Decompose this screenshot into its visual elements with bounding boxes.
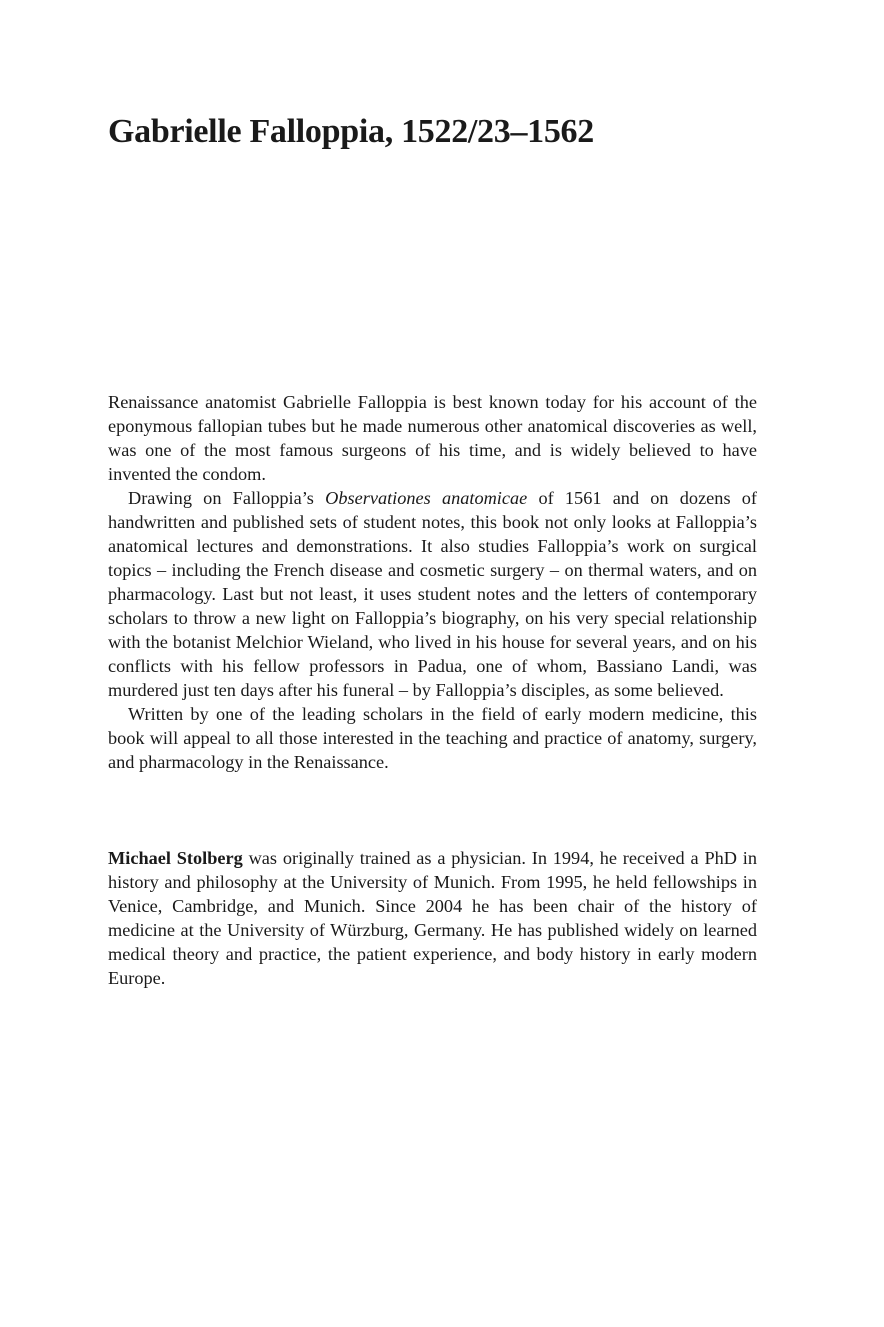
work-title: Observationes anatomicae: [325, 488, 528, 508]
book-description: [108, 390, 757, 774]
description-paragraph-2-rest: of 1561 and on dozens of handwritten and published sets of student notes, this book not only looks at Falloppia’s anatomical lectures and demonstrations. It also studies Falloppia’s work on surgical topics – including the French disease and cosmetic surgery – on thermal waters, and on pharmacology. Last but not least, it uses student notes and the letters of contemporary scholars to throw a new light on Falloppia’s biography, on his very special relationship with the botanist Melchior Wieland, who lived in his house for several years, and on his conflicts with his fellow professors in Padua, one of whom, Bassiano Landi, was murdered just ten days after his funeral – by Falloppia’s disciples, as some believed.: [108, 488, 757, 700]
author-name: Michael Stolberg: [108, 848, 243, 868]
description-paragraph-1: Renaissance anatomist Gabrielle Falloppia is best known today for his account of the eponymous fallopian tubes but he made numerous other anatomical discoveries as well, was one of the most famous surgeons of his time, and is widely believed to have invented the condom.: [108, 392, 757, 484]
author-bio-paragraph: [108, 846, 757, 990]
author-bio-text: was originally trained as a physician. In 1994, he received a PhD in history and philosophy at the University of Munich. From 1995, he held fellowships in Venice, Cambridge, and Munich. Since 2004 he has been chair of the history of medicine at the University of Würzburg, Germany. He has published widely on learned medical theory and practice, the patient experience, and body history in early modern Europe.: [108, 848, 757, 988]
description-paragraph-2: [108, 486, 757, 702]
book-title: Gabrielle Falloppia, 1522/23–1562: [108, 113, 594, 150]
author-bio: [108, 846, 757, 990]
description-paragraph-3: Written by one of the leading scholars in the field of early modern medicine, this book will appeal to all those interested in the teaching and practice of anatomy, surgery, and pharmacology in the Renaissance.: [108, 704, 757, 772]
description-paragraph-2-start: Drawing on Falloppia’s: [128, 488, 326, 508]
